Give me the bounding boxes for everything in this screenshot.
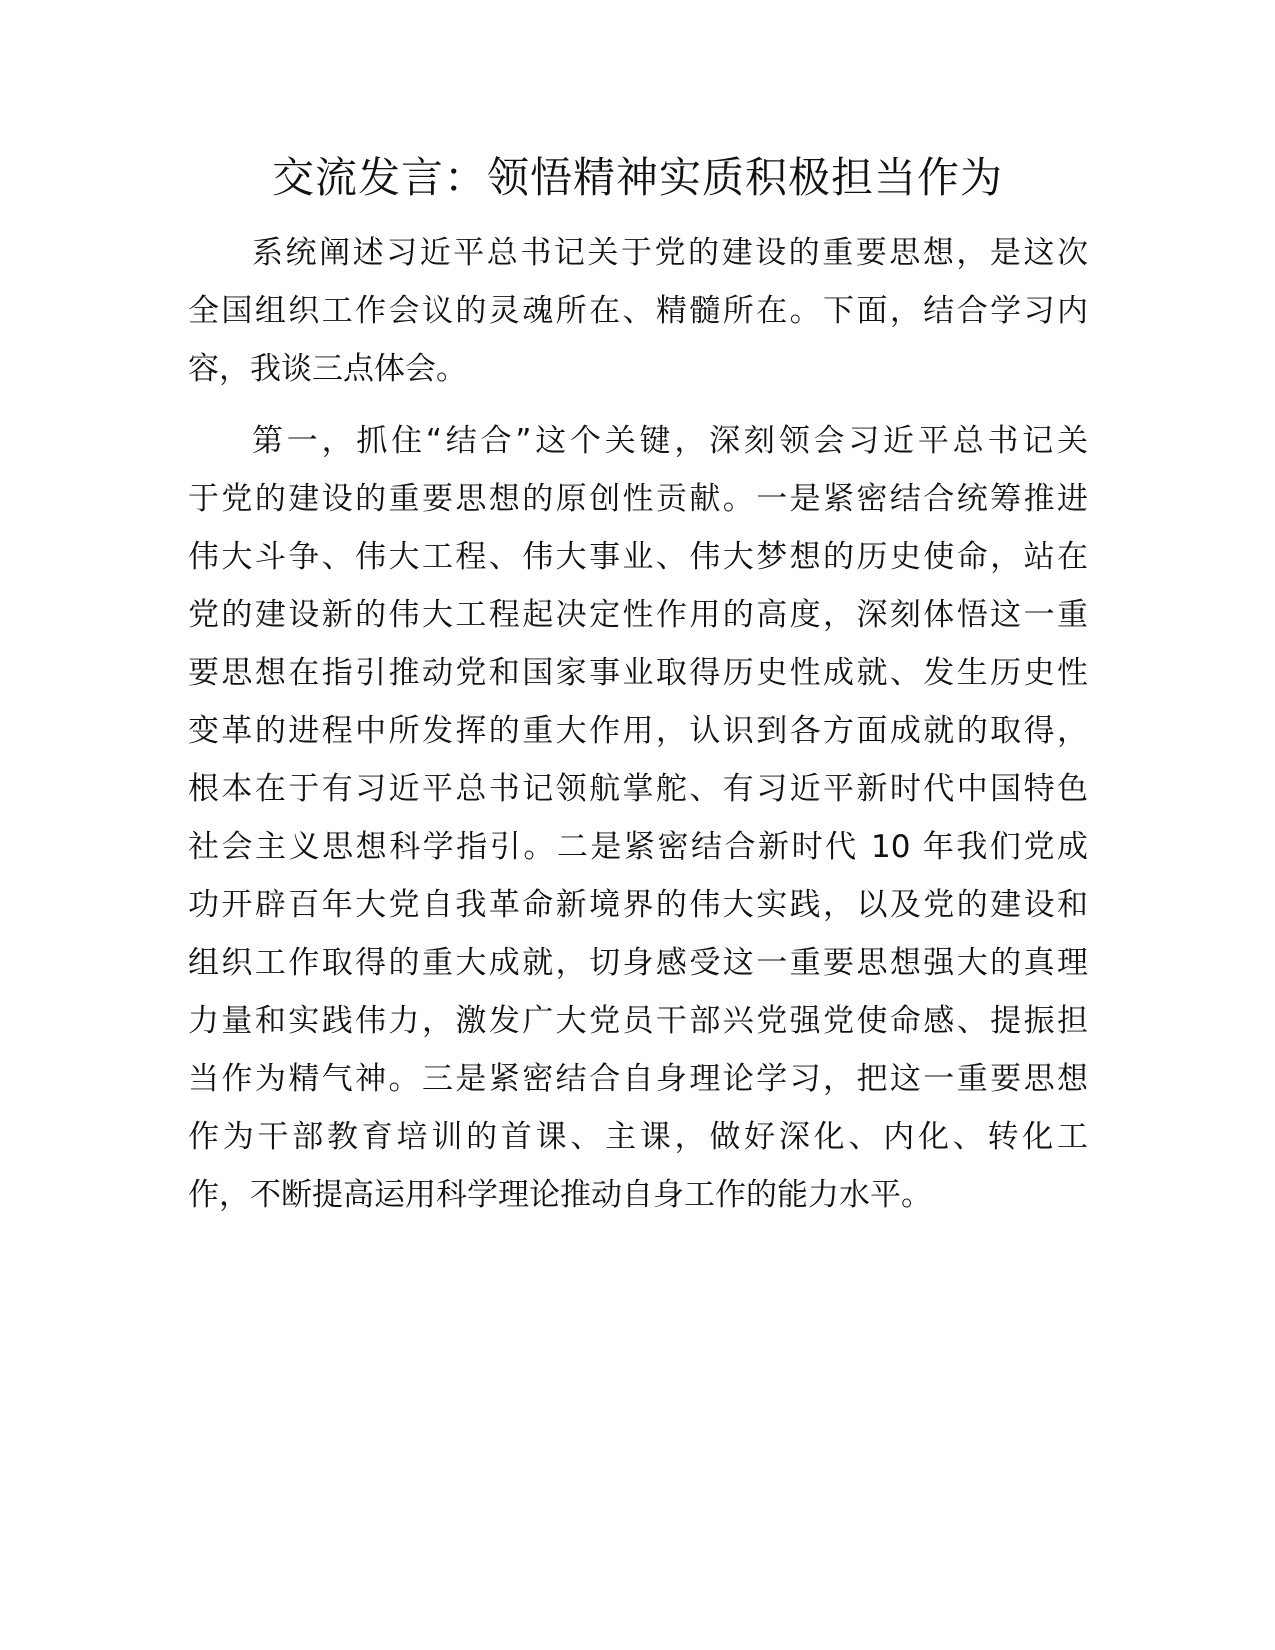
paragraph-line: 全国组织工作会议的灵魂所在、精髓所在。下面，结合学习内 bbox=[188, 293, 1088, 329]
paragraph-line: 力量和实践伟力，激发广大党员干部兴党强党使命感、提振担 bbox=[188, 1003, 1088, 1039]
paragraph-line: 于党的建设的重要思想的原创性贡献。一是紧密结合统筹推进 bbox=[188, 481, 1088, 517]
paragraph-first-point bbox=[188, 412, 1088, 1224]
paragraph-line: 作为干部教育培训的首课、主课，做好深化、内化、转化工 bbox=[188, 1119, 1088, 1155]
paragraph-line: 变革的进程中所发挥的重大作用，认识到各方面成就的取得， bbox=[188, 713, 1088, 749]
paragraph-intro bbox=[188, 224, 1088, 398]
paragraph-line: 党的建设新的伟大工程起决定性作用的高度，深刻体悟这一重 bbox=[188, 597, 1088, 633]
paragraph-line: 伟大斗争、伟大工程、伟大事业、伟大梦想的历史使命，站在 bbox=[188, 539, 1088, 575]
document-title: 交流发言：领悟精神实质积极担当作为 bbox=[271, 153, 1003, 202]
paragraph-line: 第一，抓住“结合”这个关键，深刻领会习近平总书记关 bbox=[252, 423, 1088, 459]
document-body bbox=[188, 224, 1088, 1224]
paragraph-line: 社会主义思想科学指引。二是紧密结合新时代 10 年我们党成 bbox=[188, 829, 1088, 865]
paragraph-line: 功开辟百年大党自我革命新境界的伟大实践，以及党的建设和 bbox=[188, 887, 1088, 923]
paragraph-line: 要思想在指引推动党和国家事业取得历史性成就、发生历史性 bbox=[188, 655, 1088, 691]
paragraph-line: 作，不断提高运用科学理论推动自身工作的能力水平。 bbox=[188, 1177, 932, 1213]
paragraph-line: 容，我谈三点体会。 bbox=[188, 351, 467, 387]
paragraph-line: 系统阐述习近平总书记关于党的建设的重要思想，是这次 bbox=[252, 235, 1088, 271]
paragraph-line: 组织工作取得的重大成就，切身感受这一重要思想强大的真理 bbox=[188, 945, 1088, 981]
paragraph-line: 当作为精气神。三是紧密结合自身理论学习，把这一重要思想 bbox=[188, 1061, 1088, 1097]
paragraph-line: 根本在于有习近平总书记领航掌舵、有习近平新时代中国特色 bbox=[188, 771, 1088, 807]
